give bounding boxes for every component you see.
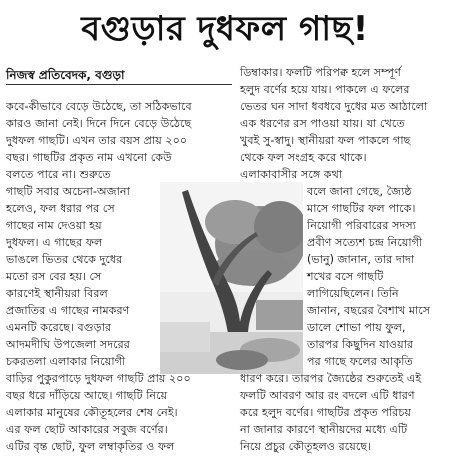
right-column-line: তারপর কিছুদিন যাওয়ার — [307, 338, 414, 351]
right-column-line: (ভানু) জানান, তার দাদা — [307, 253, 415, 266]
right-column-line: লাগিয়েছিলেন। তিনি — [307, 287, 399, 300]
right-column-line: বলে জানা গেছে, জ্যৈষ্ঠ — [307, 185, 412, 198]
left-column-line: চকরতলা এলাকার নিয়োগী — [6, 355, 126, 368]
left-column-line: মতো রস বের হয়। সে — [6, 270, 102, 283]
left-column-line: বলতে পারে না। শুরুতে — [6, 168, 111, 181]
right-column-line: শখের বসে গাছটি — [307, 270, 384, 283]
right-column-line: নিয়োগী পরিবারের সদস্য — [307, 219, 416, 232]
right-column-line: না জানার কারণে স্থানীয়দের মধ্যে এটি — [240, 423, 408, 436]
right-column-line: খুবই সু-স্বাদু। স্থানীয়রা ফল পাকলে গাছ — [240, 134, 411, 147]
right-column-line: নিয়ে প্রচুর কৌতূহলও রয়েছে। — [240, 440, 372, 453]
left-column-line: গাছের নাম দেওয়া হয় — [6, 219, 102, 232]
right-column-line: হলুদ বর্ণের হয়ে যায়। পাকলে এ ফলের — [240, 83, 410, 96]
right-column-line: মাসে গাছটির ফল পাকে। — [307, 202, 416, 215]
left-column-line: দুধফল গাছটি। এখন তার বয়স প্রায় ২০০ — [6, 134, 188, 147]
left-column-line: এটির বৃন্ত ছোট, ফুল লম্বাকৃতির ও ফল — [6, 440, 175, 453]
left-column-line: এমনটি করেছে। বগুড়ার — [6, 321, 112, 334]
left-column-line: কারণেই স্থানীয়রা বিরল — [6, 287, 108, 300]
right-column-line: ভেতর ঘন সাদা ধবধবে দুধের মত আঠালো — [240, 100, 428, 113]
right-column-line: করে হলুদ বর্ণের। গাছটির প্রকৃত পরিচয় — [240, 406, 411, 419]
right-column-line: ডিম্বাকার। ফলটি পরিপক্ব হলে সম্পূর্ণ — [240, 66, 401, 79]
right-column-line: এক ধরণের রস পাওয়া যায়। যা খেতে — [240, 117, 405, 130]
location: , বগুড়া — [86, 68, 125, 82]
left-column-line: বাড়ির পুকুরপাড়ে দুধফল গাছটি প্রায় ২০০ — [6, 372, 191, 385]
left-column-line: গাছটি সবার অচেনা-অজানা — [6, 185, 130, 198]
left-column-line: প্রজাতির এ গাছের নামকরণ — [6, 304, 130, 317]
left-column-line: বছর। গাছটির প্রকৃত নাম এখনো কেউ — [6, 151, 172, 164]
right-column-line: ধারণ করে। তারপর জ্যৈষ্ঠের শুরুতেই এই — [240, 372, 422, 385]
right-column-line: থেকে ফল সংগ্রহ করে থাকে। — [240, 151, 367, 164]
left-column-line: এলাকার মানুষের কৌতূহলের শেষ নেই। — [6, 406, 178, 419]
right-column-line: প্রবীণ সত্যেশ চন্দ্র নিয়োগী — [307, 236, 423, 249]
left-column-line: কবে-কীভাবে বেড়ে উঠেছে, তা সঠিকভাবে — [6, 100, 192, 113]
right-column-line: জানান, বছরের বৈশাখ মাসে — [307, 304, 431, 317]
headline: বগুড়ার দুধফল গাছ! — [81, 9, 369, 49]
reporter: নিজস্ব প্রতিবেদক — [6, 68, 87, 82]
right-column-line: এলাকাবাসীর সঙ্গে কথা — [240, 168, 343, 181]
right-column-line: ফলটি আবরণ আর রং বদলে এটি ধারণ — [240, 389, 415, 402]
left-column-line: হলেও, ফল ধরার পর সে — [6, 202, 115, 215]
left-column-line: আদমদীঘি উপজেলা সদরের — [6, 338, 130, 351]
right-column-line: ডালে শোভা পায় ফুল, — [307, 321, 406, 334]
right-column-line: পর গাছে ফলের আকৃতি — [307, 355, 413, 368]
left-column-line: বছর ধরে দাঁড়িয়ে আছে। গাছটি নিয়ে — [6, 389, 168, 402]
left-column-line: কারও জানা নেই। দিনে দিনে বেড়ে উঠেছে — [6, 117, 192, 130]
left-column-line: দুধফল। এ গাছের ফল — [6, 236, 103, 249]
left-column-line: ভাঙলে ভিতর থেকে দুধের — [6, 253, 123, 266]
left-column-line: এর ফল ছোট আকারের সবুজ বর্ণের। — [6, 423, 168, 436]
